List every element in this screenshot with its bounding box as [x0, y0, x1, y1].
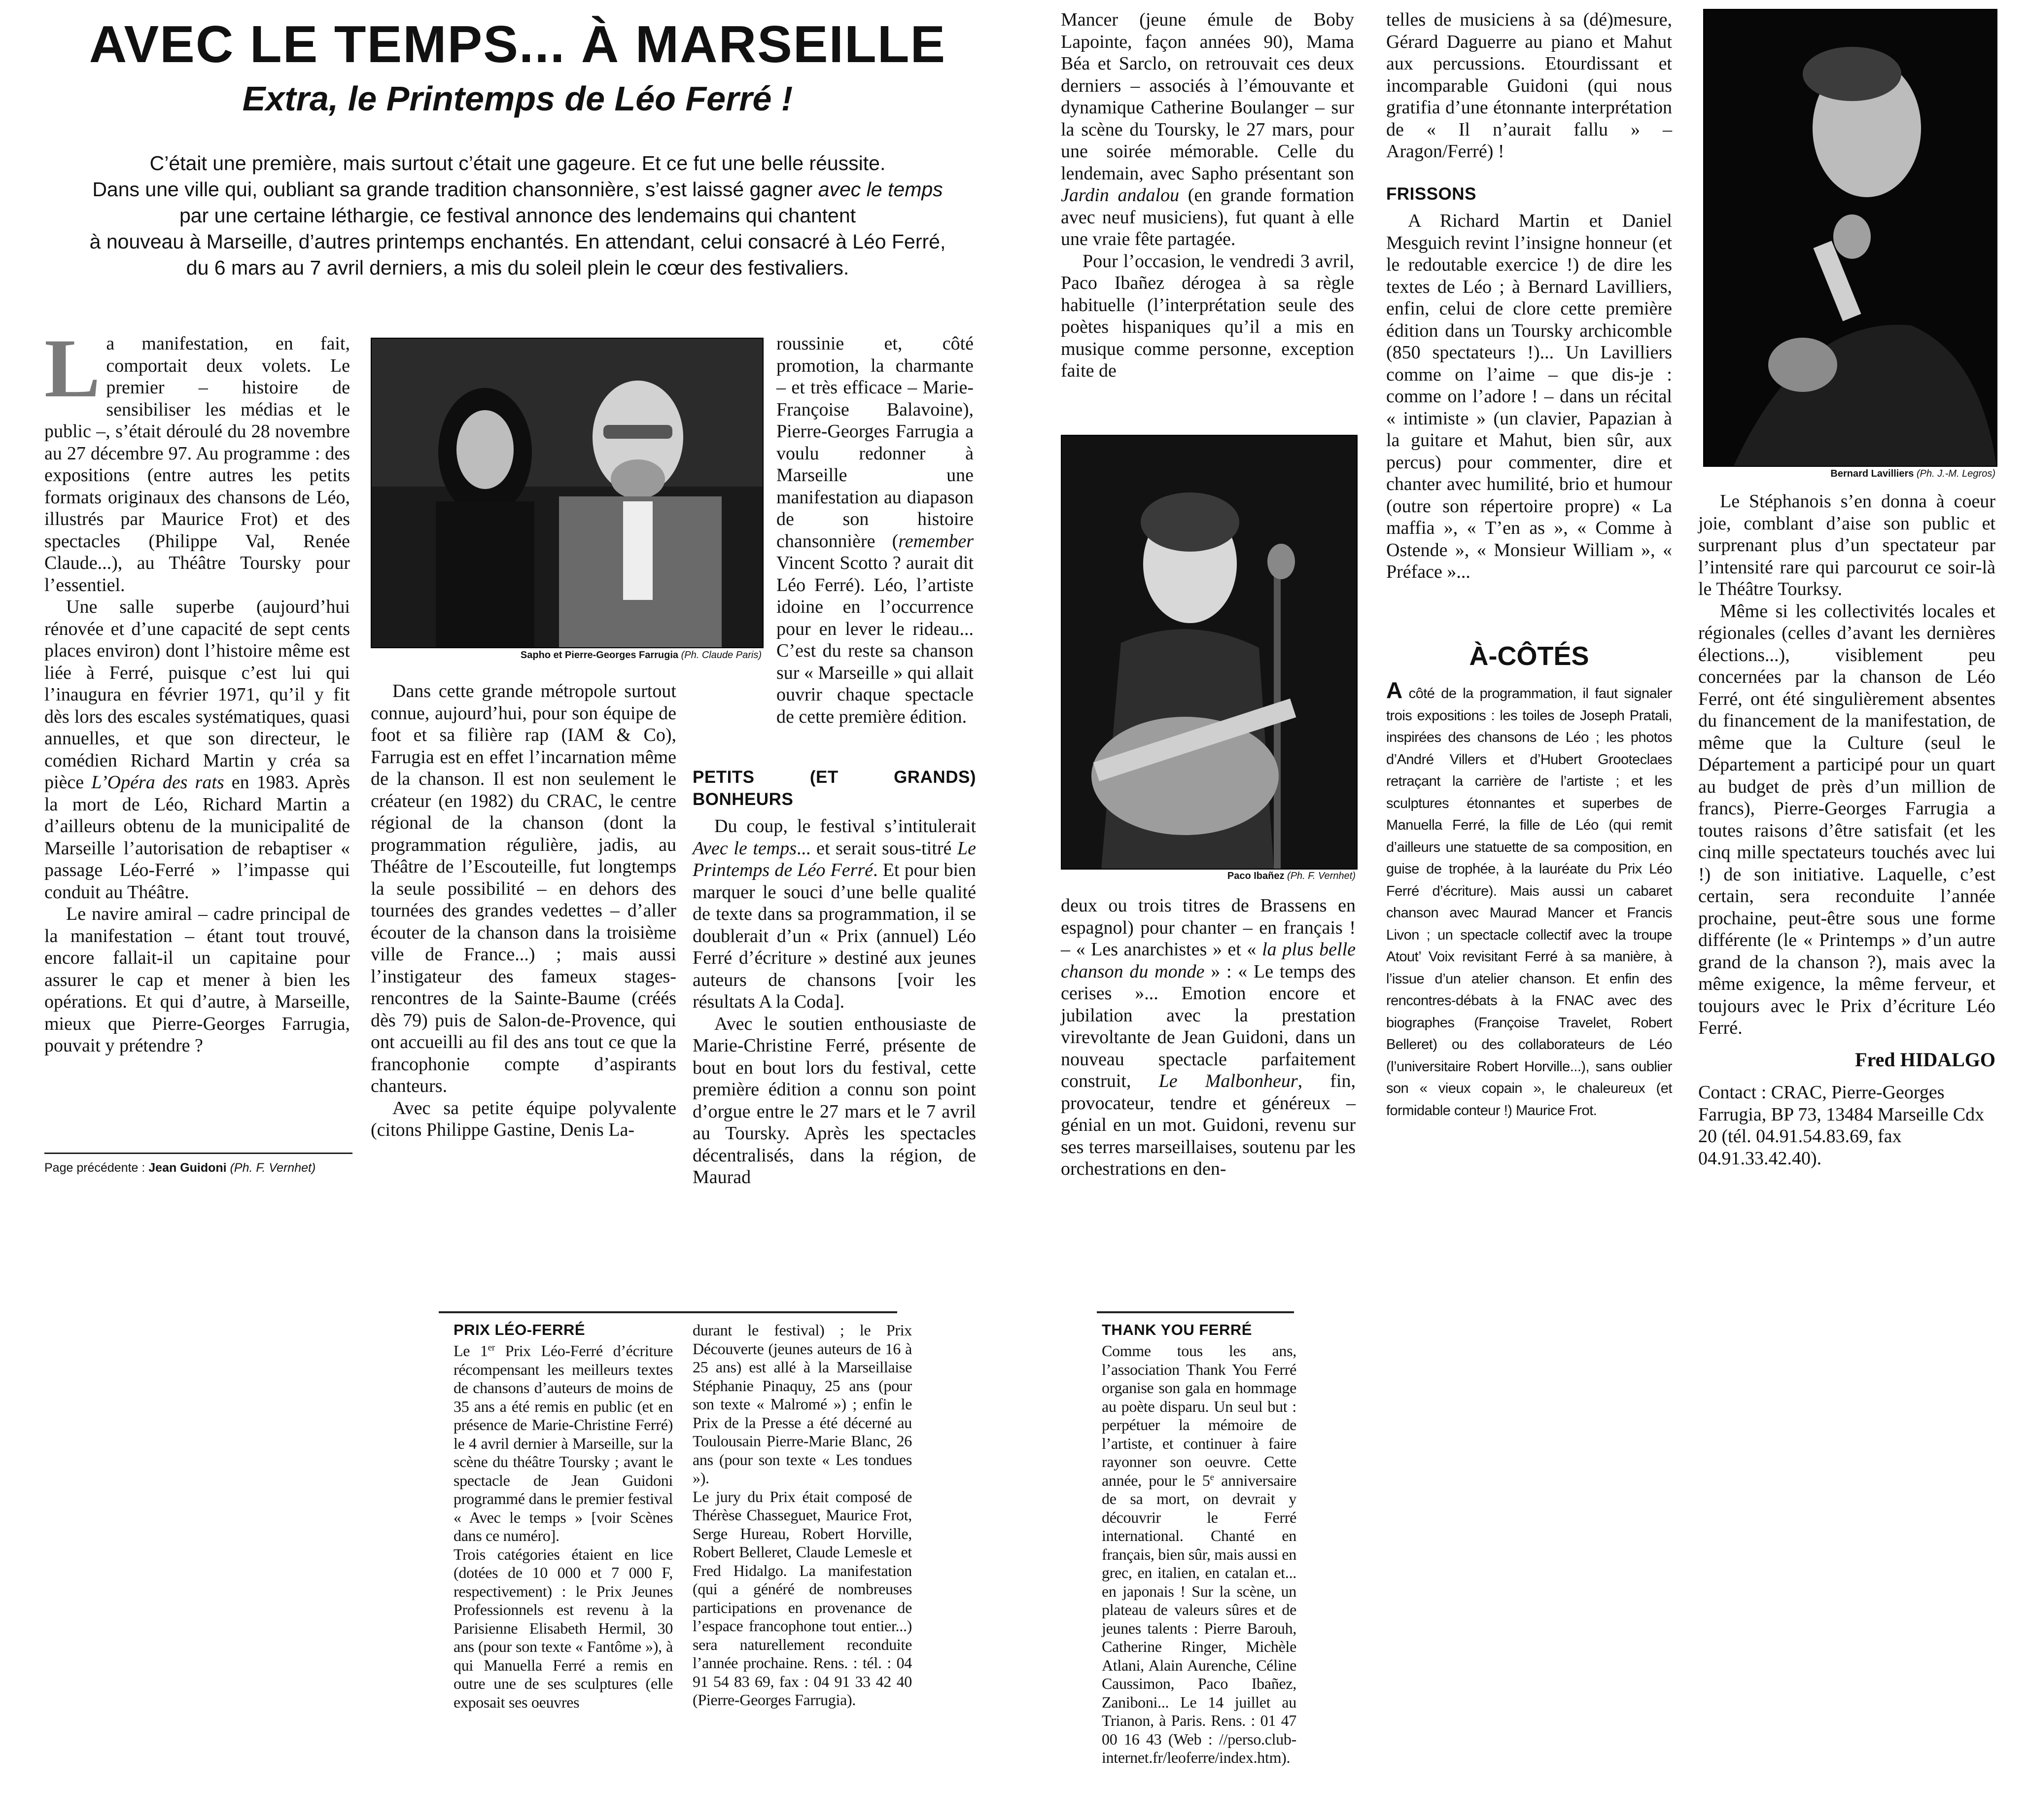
photo-caption-sapho: Sapho et Pierre-Georges Farrugia (Ph. Claude Paris): [520, 650, 762, 661]
section-heading-bonheurs: PETITS (ET GRANDS) BONHEURS: [693, 768, 976, 809]
paragraph-stephanois: Le Stéphanois s’en donna à coeur joie, comblant d’aise son public et surprenant plus d’un spectateur par l’intensité rare qui parcourut ce soir-là le Théâtre Tourksy.: [1698, 491, 1995, 599]
paragraph-collectivites: Même si les collectivités locales et régionales (celles d’avant les dernières élections...), visiblement peu concernées par la chanson de Léo Ferré, ont été singulièrement absentes du financement de la manifestation, de même que la Culture (seul le Département a participé pour un quart au budget de près d’un million de francs), Pierre-Georges Farrugia a toutes raisons d’être satisfait (et les cinq mille spectateurs touchés avec lui !) de son initiative. Laquelle, c’est certain, sera reconduite l’année prochaine, peut-être sous une forme différente (le « Printemps » d’un autre grand de la chanson ?), mais avec la même exigence, la même ferveur, et toujours avec le Prix d’écriture Léo Ferré.: [1698, 600, 1995, 1038]
prix-paragraph-1: Le 1er Prix Léo-Ferré d’écriture récompensant les meilleurs textes de chansons d’auteurs de moins de 35 ans a été remis en public (et en présence de Marie-Christine Ferré) le 4 avril dernier à Marseille, sur la scène du théâtre Toursky ; avant le spectacle de Jean Guidoni programmé dans le premier festival « Avec le temps » [voir Scènes dans ce numéro].: [454, 1342, 673, 1544]
headline: AVEC LE TEMPS... À MARSEILLE: [89, 15, 946, 73]
paragraph-paco: Pour l’occasion, le vendredi 3 avril, Paco Ibañez dérogea à sa règle habituelle (l’interprétation seule des poètes hispaniques qu’il a mis en musique comme personne, exception faite de: [1061, 250, 1354, 381]
column-rule: [44, 1153, 352, 1154]
section-heading-frissons: FRISSONS: [1386, 184, 1476, 204]
thankyou-paragraph: Comme tous les ans, l’association Thank You Ferré organise son gala en hommage au poète disparu. Un seul but : perpétuer la mémoire de l’artiste, et continuer à faire rayonner son oeuvre. Cette année, pour le 5e anniversaire de sa mort, on devrait y découvrir le Ferré international. Chanté en français, bien sûr, mais aussi en grec, en italien, en catalan et... en japonais ! Sur la scène, un plateau de valeurs sûres et de jeunes talents : Pierre Barouh, Catherine Ringer, Michèle Atlani, Alain Aurenche, Céline Caussimon, Paco Ibañez, Zaniboni... Le 14 juillet au Trianon, à Paris. Rens. : 01 47 00 16 43 (Web : //perso.club-internet.fr/leoferre/index.htm).: [1102, 1342, 1296, 1766]
paragraph-metropole: Dans cette grande métropole surtout connue, aujourd’hui, pour son équipe de foot et sa filière rap (IAM & Co), Farrugia est en effet l’incarnation même de la chanson. Il est non seulement le créateur (en 1982) du CRAC, le centre régional de la chanson (dont la programmation régulière, jadis, au Théâtre de l’Escouteille, fut longtemps la seule possibilité – en dehors des tournées des grandes vedettes – d’aller écouter de la chanson dans la troisième ville de France...) ; mais aussi l’instigateur des fameux stages-rencontres de la Sainte-Baume (créés dès 79) puis de Salon-de-Provence, qui ont accueilli au fil des ans tout ce que la francophonie compte d’aspirants chanteurs.: [371, 681, 676, 1096]
contact-info: Contact : CRAC, Pierre-Georges Farrugia, BP 73, 13484 Marseille Cdx 20 (tél. 04.91.54.83.69, fax 04.91.33.42.40).: [1698, 1082, 1985, 1169]
paragraph-brassens: deux ou trois titres de Brassens en espagnol) pour chanter – en français ! – « Les anarchistes » et « la plus belle chanson du monde » : « Le temps des cerises »... Emotion encore et jubilation avec la prestation virevoltante de Jean Guidoni, dans un nouveau spectacle parfaitement construit, Le Malbonheur, fin, provocateur, tendre et généreux – génial en un mot. Guidoni, revenu sur ses terres marseillaises, soutenu par les orchestrations en den-: [1061, 895, 1356, 1179]
photo-paco-ibanez: [1061, 435, 1358, 870]
standfirst-line-2: Dans une ville qui, oubliant sa grande tradition chansonnière, s’est laissé gagner avec le temps: [92, 178, 943, 201]
prix-paragraph-2: Trois catégories étaient en lice (dotées de 10 000 et 7 000 F, respectivement) : le Prix Jeunes Professionnels est revenu à la Parisienne Elisabeth Hermil, 30 ans (pour son texte « Fantôme »), à qui Manuella Ferré a remis en outre une de ses sculptures (elle exposait ses oeuvres: [454, 1545, 673, 1711]
paragraph-equipe: Avec sa petite équipe polyvalente (citons Philippe Gastine, Denis La-: [371, 1097, 676, 1140]
paragraph-mancer: Mancer (jeune émule de Boby Lapointe, façon années 90), Mama Béa et Sarclo, on retrouvait ces deux derniers – associés à l’émouvante et dynamique Catherine Boulanger – sur la scène du Toursky, le 27 mars, pour une soirée mémorable. Celle du lendemain, avec Sapho présentant son Jardin andalou (en grande formation avec neuf musiciens), fut quant à elle une vraie fête partagée.: [1061, 9, 1354, 249]
a-cotes-drop-cap: A: [1386, 677, 1402, 703]
a-cotes-box: [1386, 677, 1672, 1121]
prix-column-1: [454, 1342, 673, 1712]
subtitle: Extra, le Printemps de Léo Ferré !: [242, 79, 793, 118]
column-1: [44, 322, 350, 1057]
photo-caption-paco: Paco Ibañez (Ph. F. Vernhet): [1227, 871, 1356, 881]
standfirst-line-5: du 6 mars au 7 avril derniers, a mis du soleil plein le cœur des festivaliers.: [186, 256, 849, 279]
standfirst-line-3: par une certaine léthargie, ce festival annonce des lendemains qui chantent: [179, 204, 856, 227]
thankyou-top-rule: [1097, 1311, 1294, 1313]
column-4-top: [1061, 9, 1354, 382]
intro-paragraph: La manifestation, en fait, comportait deux volets. Le premier – histoire de sensibiliser les médias et le public –, s’était déroulé du 28 novembre au 27 décembre 97. Au programme : des expositions (entre autres les petits formats originaux des chansons de Léo, illustrés par Maurice Frot) et des spectacles (Philippe Val, Renée Claude...), au Théâtre Toursky pour l’essentiel.: [44, 322, 350, 595]
paragraph-frissons: A Richard Martin et Daniel Mesguich revint l’insigne honneur (et le redoutable exercice !) de dire les textes de Léo ; à Bernard Lavilliers, enfin, celui de clore cette première édition dans un Toursky archicomble (850 spectateurs !)... Un Lavilliers comme on l’aime – que dis-je : comme on l’adore ! – dans un récital « intimiste » (un clavier, Papazian à la guitare et Mahut, bien sûr, aux percus) pour commenter, dire et chanter avec humilité, brio et humour (outre son répertoire propre) « La maffia », « T’en as », « Comme à Ostende », « Monsieur William », « Préface »...: [1386, 210, 1672, 582]
prix-heading: PRIX LÉO-FERRÉ: [454, 1321, 586, 1338]
paragraph-navire: Le navire amiral – cadre principal de la manifestation – étant tout trouvé, encore fallait-il un capitaine pour assurer le cap et mener à bien les opérations. Et qui d’autre, à Marseille, mieux que Pierre-Georges Farrugia, pouvait y prétendre ?: [44, 904, 350, 1056]
paragraph-roussinie: roussinie et, côté promotion, la charmante – et très efficace – Marie-Françoise Balavoine), Pierre-Georges Farrugia a voulu redonner à Marseille une manifestation au diapason de son histoire chansonnière (remember Vincent Scotto ? aurait dit Léo Ferré). Léo, l’artiste idoine en l’occurrence pour en lever le rideau... C’est du reste sa chanson sur « Marseille » qui allait ouvrir chaque spectacle de cette première édition.: [776, 333, 974, 727]
paragraph-salle: Une salle superbe (aujourd’hui rénovée et d’une capacité de sept cents places environ) dont l’histoire même est liée à Ferré, puisque c’est lui qui l’inaugura en février 1971, qu’il y fit dès lors des escales systématiques, quasi annuelles, et que son directeur, le comédien Richard Martin y créa sa pièce L’Opéra des rats en 1983. Après la mort de Léo, Richard Martin a d’ailleurs obtenu de la municipalité de Marseille l’autorisation de rebaptiser « passage Léo-Ferré » l’impasse qui conduit au Théâtre.: [44, 596, 350, 903]
photo-image: [372, 339, 763, 647]
photo-caption-lavilliers: Bernard Lavilliers (Ph. J.-M. Legros): [1830, 468, 1995, 479]
standfirst-line-1: C’était une première, mais surtout c’était une gageure. Et ce fut une belle réussite.: [149, 152, 886, 175]
paragraph-dentelles: telles de musiciens à sa (dé)mesure, Gérard Daguerre au piano et Mahut aux percussions. Etourdissant et incomparable Guidoni (qui nous gratifia d’une étonnante interprétation de « Il n’aurait fallu » – Aragon/Ferré) !: [1386, 9, 1672, 162]
column-4-bottom: [1061, 895, 1356, 1180]
photo-lavilliers: [1703, 9, 1997, 467]
photo-sapho-farrugia: [371, 338, 764, 648]
section-heading-a-cotes: À-CÔTÉS: [1469, 641, 1589, 671]
column-5: [1386, 9, 1672, 583]
standfirst: [44, 150, 991, 281]
photo-image: [1062, 436, 1357, 869]
column-3-top: [776, 333, 974, 728]
prix-column-2: [693, 1321, 912, 1710]
thankyou-column: [1102, 1342, 1296, 1767]
prix-paragraph-4: Le jury du Prix était composé de Thérèse Chasseguet, Maurice Frot, Serge Hureau, Robert Horville, Robert Belleret, Claude Lemesle et Fred Hidalgo. La manifestation (qui a généré de nombreuses participations en provenance de l’espace francophone tout entier...) sera naturellement reconduite l’année prochaine. Rens. : tél. : 04 91 54 83 69, fax : 04 91 33 42 40 (Pierre-Georges Farrugia).: [693, 1487, 912, 1709]
drop-cap: L: [44, 322, 101, 415]
column-6: [1698, 490, 1995, 1169]
author-signature: Fred HIDALGO: [1855, 1048, 1995, 1071]
paragraph-soutien: Avec le soutien enthousiaste de Marie-Christine Ferré, présente de bout en bout lors du festival, cette première édition a connu son point d’orgue entre le 27 mars et le 7 avril au Toursky. Après les spectacles décentralisés, dans la région, de Maurad: [693, 1013, 976, 1188]
photo-image: [1704, 10, 1996, 466]
column-3: [693, 767, 976, 1189]
column-2: [371, 680, 676, 1141]
paragraph-du-coup: Du coup, le festival s’intitulerait Avec le temps... et serait sous-titré Le Printemps de Léo Ferré. Et pour bien marquer le souci d’une belle qualité de texte dans sa programmation, il se doublerait d’un « Prix (annuel) Léo Ferré d’écriture » destiné aux jeunes auteurs de chansons [voir les résultats A la Coda].: [693, 816, 976, 1012]
prix-top-rule: [439, 1311, 897, 1313]
thankyou-heading: THANK YOU FERRÉ: [1102, 1321, 1252, 1338]
caption-previous-page: Page précédente : Jean Guidoni (Ph. F. Vernhet): [44, 1161, 316, 1175]
a-cotes-text: A côté de la programmation, il faut signaler trois expositions : les toiles de Joseph Pratali, inspirées des chansons de Léo ; les photos d’André Villers et d’Hubert Grooteclaes retraçant la carrière de l’artiste ; et les sculptures étonnantes et superbes de Manuella Ferré, la fille de Léo (qui remit d’ailleurs une statuette de sa composition, en guise de trophée, à la lauréate du Prix Léo Ferré d’écriture). Mais aussi un cabaret chanson avec Maurad Mancer et Francis Livon ; un spectacle collectif avec la troupe Atout’ Voix revisitant Ferré à sa manière, à l’issue d’un atelier chanson. Et enfin des rencontres-débats à la FNAC avec des biographes (Françoise Travelet, Robert Belleret) ou des collaborateurs de Léo (l’universitaire Robert Horville...), sans oublier son « vieux copain », le chaleureux (et formidable conteur !) Maurice Frot.: [1386, 677, 1672, 1119]
prix-paragraph-3: durant le festival) ; le Prix Découverte (jeunes auteurs de 16 à 25 ans) est allé à la Marseillaise Stéphanie Pinaquy, 25 ans (pour son texte « Malromé ») ; enfin le Prix de la Presse a été décerné au Toulousain Pierre-Marie Blanc, 26 ans (pour son texte « Les tondues »).: [693, 1321, 912, 1487]
standfirst-line-4: à nouveau à Marseille, d’autres printemps enchantés. En attendant, celui consacré à Léo Ferré,: [89, 230, 946, 253]
